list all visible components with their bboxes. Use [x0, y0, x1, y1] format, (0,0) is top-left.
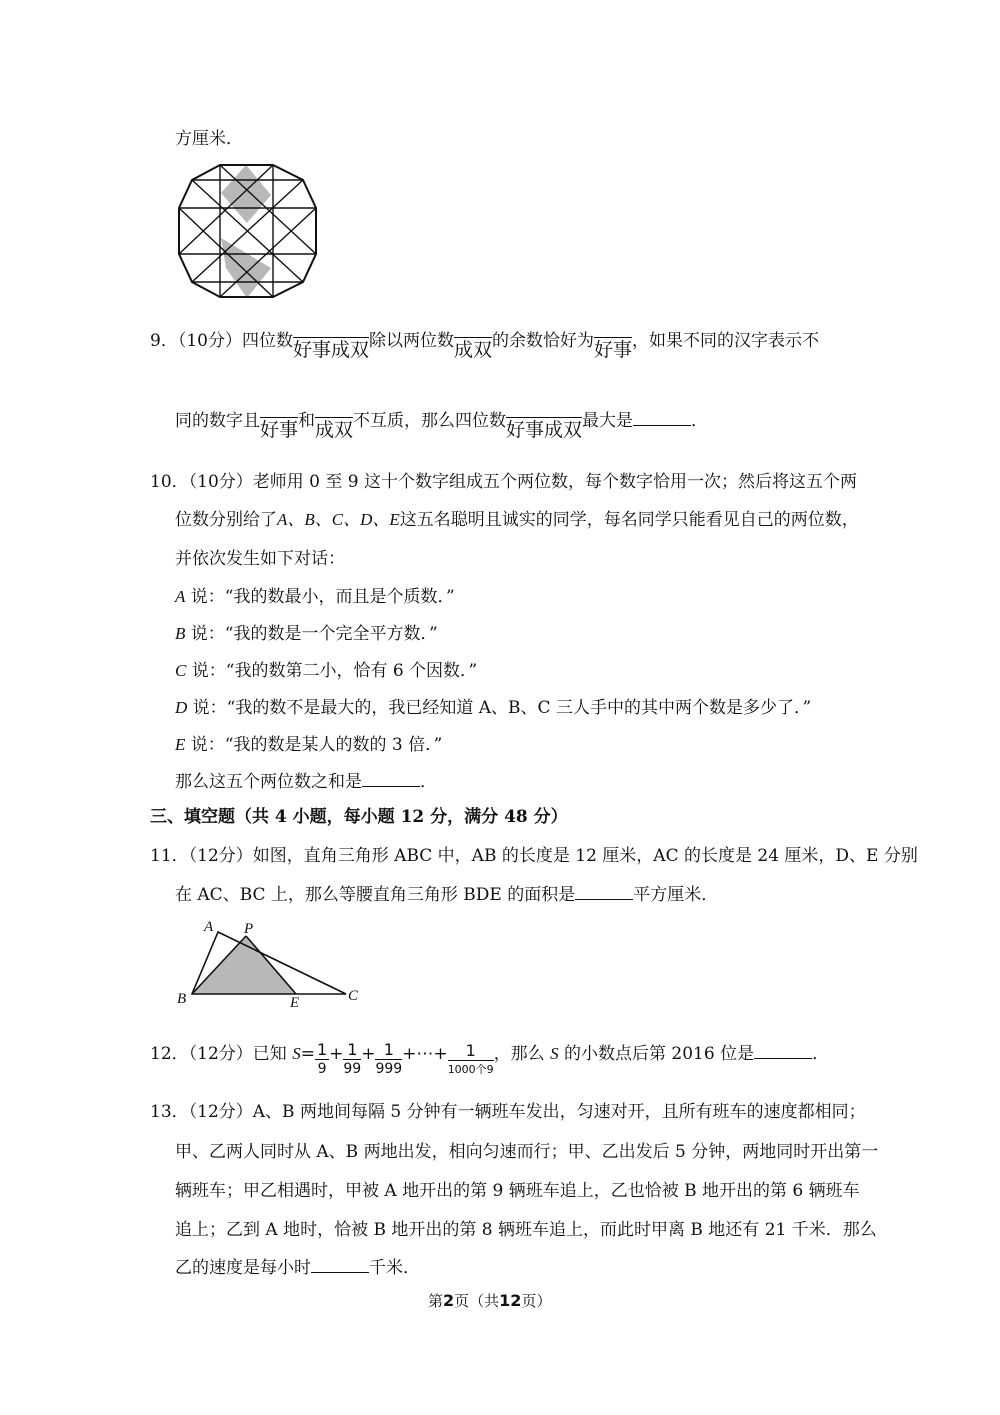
- q13-score: （12分）: [188, 1102, 253, 1122]
- q11-score: （12分）: [188, 846, 253, 866]
- overline-haoshichengshuang: 好事成双: [292, 339, 369, 361]
- q13-line4: 追上；乙到 A 地时，恰被 B 地开出的第 8 辆班车追上，而此时甲离 B 地还有 21 千米．那么: [175, 1220, 877, 1240]
- q10-dialog-d: D 说：“我的数不是最大的，我已经知道 A、B、C 三人手中的其中两个数是多少了．”: [175, 698, 812, 718]
- q10-number: 10．: [150, 472, 189, 492]
- q13-line3: 辆班车；甲乙相遇时，甲被 A 地开出的第 9 辆班车追上，乙也恰被 B 地开出的第 6 辆班车: [175, 1181, 860, 1201]
- q12-score: （12分）: [188, 1044, 253, 1064]
- q10-dialog-e: E 说：“我的数是某人的数的 3 倍．”: [175, 735, 443, 755]
- answer-blank-q12[interactable]: [754, 1043, 812, 1059]
- answer-blank-q10[interactable]: [362, 771, 420, 787]
- fraction-1-999: $\frac{1}{999}$: [375, 1040, 403, 1077]
- q10-dialog-a: A 说：“我的数最小，而且是个质数．”: [175, 587, 455, 607]
- q10-dialog-b: B 说：“我的数是一个完全平方数．”: [175, 624, 438, 644]
- q9-number: 9．: [150, 331, 178, 351]
- overline-chengshuang-2: 成双: [315, 419, 354, 441]
- q10-dialog-c: C 说：“我的数第二小，恰有 6 个因数．”: [175, 661, 478, 681]
- q10-line2: 位数分别给了A、B、C、D、E这五名聪明且诚实的同学，每名同学只能看见自己的两位数，: [175, 510, 859, 530]
- q10-line3: 并依次发生如下对话：: [175, 549, 345, 569]
- q8-dodecagon-figure: [176, 160, 318, 302]
- overline-chengshuang: 成双: [453, 339, 492, 361]
- label-p: P: [244, 921, 254, 937]
- q11-triangle-figure: [174, 916, 374, 1008]
- answer-blank-q13[interactable]: [311, 1257, 369, 1273]
- q9-line2: 同的数字且好事和成双不互质，那么四位数好事成双最大是 ．: [175, 411, 709, 441]
- label-c: C: [348, 988, 359, 1004]
- q13-line2: 甲、乙两人同时从 A、B 两地出发，相向匀速而行；甲、乙出发后 5 分钟，两地同时开出第一: [175, 1142, 879, 1162]
- label-a: A: [204, 919, 214, 935]
- q13-line1: 13．（12分）A、B 两地间每隔 5 分钟有一辆班车发出，匀速对开，且所有班车的速度都相同；: [150, 1102, 866, 1122]
- q12-line: 12．（12分）已知 S= $\frac{1}{9}$ + $\frac{1}{99}$ + $\frac{1}{999}$ +⋯+ $\frac{1}{\text{1000个9}}$ ，那么 S 的小数点后第 2016 位是 ．: [150, 1040, 830, 1077]
- q10-last-line: 那么这五个两位数之和是 ．: [175, 772, 437, 792]
- q13-line5: 乙的速度是每小时 千米．: [175, 1258, 420, 1278]
- fraction-1-9: $\frac{1}{9}$: [316, 1040, 328, 1077]
- overline-haoshichengshuang-2: 好事成双: [506, 419, 583, 441]
- section-3-heading: 三、填空题（共 4 小题，每小题 12 分，满分 48 分）: [150, 807, 568, 827]
- q9-score: （10分）: [177, 331, 242, 351]
- total-pages: 12: [499, 1291, 522, 1310]
- q9-line1: 9．（10分）四位数好事成双除以两位数成双的余数恰好为好事，如果不同的汉字表示不: [150, 331, 820, 361]
- q13-number: 13．: [150, 1102, 189, 1122]
- q11-line1: 11．（12分）如图，直角三角形 ABC 中，AB 的长度是 12 厘米，AC 的长度是 24 厘米，D、E 分别: [150, 846, 918, 866]
- q11-number: 11．: [150, 846, 189, 866]
- page-footer: 第2页（共12页）: [428, 1291, 552, 1310]
- q12-number: 12．: [150, 1044, 189, 1064]
- fraction-1-99: $\frac{1}{99}$: [343, 1040, 362, 1077]
- label-b: B: [177, 991, 187, 1007]
- answer-blank-q9[interactable]: [633, 410, 691, 426]
- overline-haoshi-2: 好事: [260, 419, 299, 441]
- q10-line1: 10．（10分）老师用 0 至 9 这十个数字组成五个两位数，每个数字恰用一次；然后将这五个两: [150, 472, 858, 492]
- label-e: E: [290, 995, 300, 1008]
- q10-score: （10分）: [188, 472, 253, 492]
- q11-line2: 在 AC、BC 上，那么等腰直角三角形 BDE 的面积是 平方厘米．: [175, 885, 719, 905]
- overline-haoshi: 好事: [594, 339, 633, 361]
- current-page-number: 2: [443, 1291, 455, 1310]
- q8-tail-text: 方厘米．: [175, 129, 243, 149]
- fraction-1-1000-nines: $\frac{1}{\text{1000个9}}$: [447, 1041, 494, 1076]
- answer-blank-q11[interactable]: [575, 884, 633, 900]
